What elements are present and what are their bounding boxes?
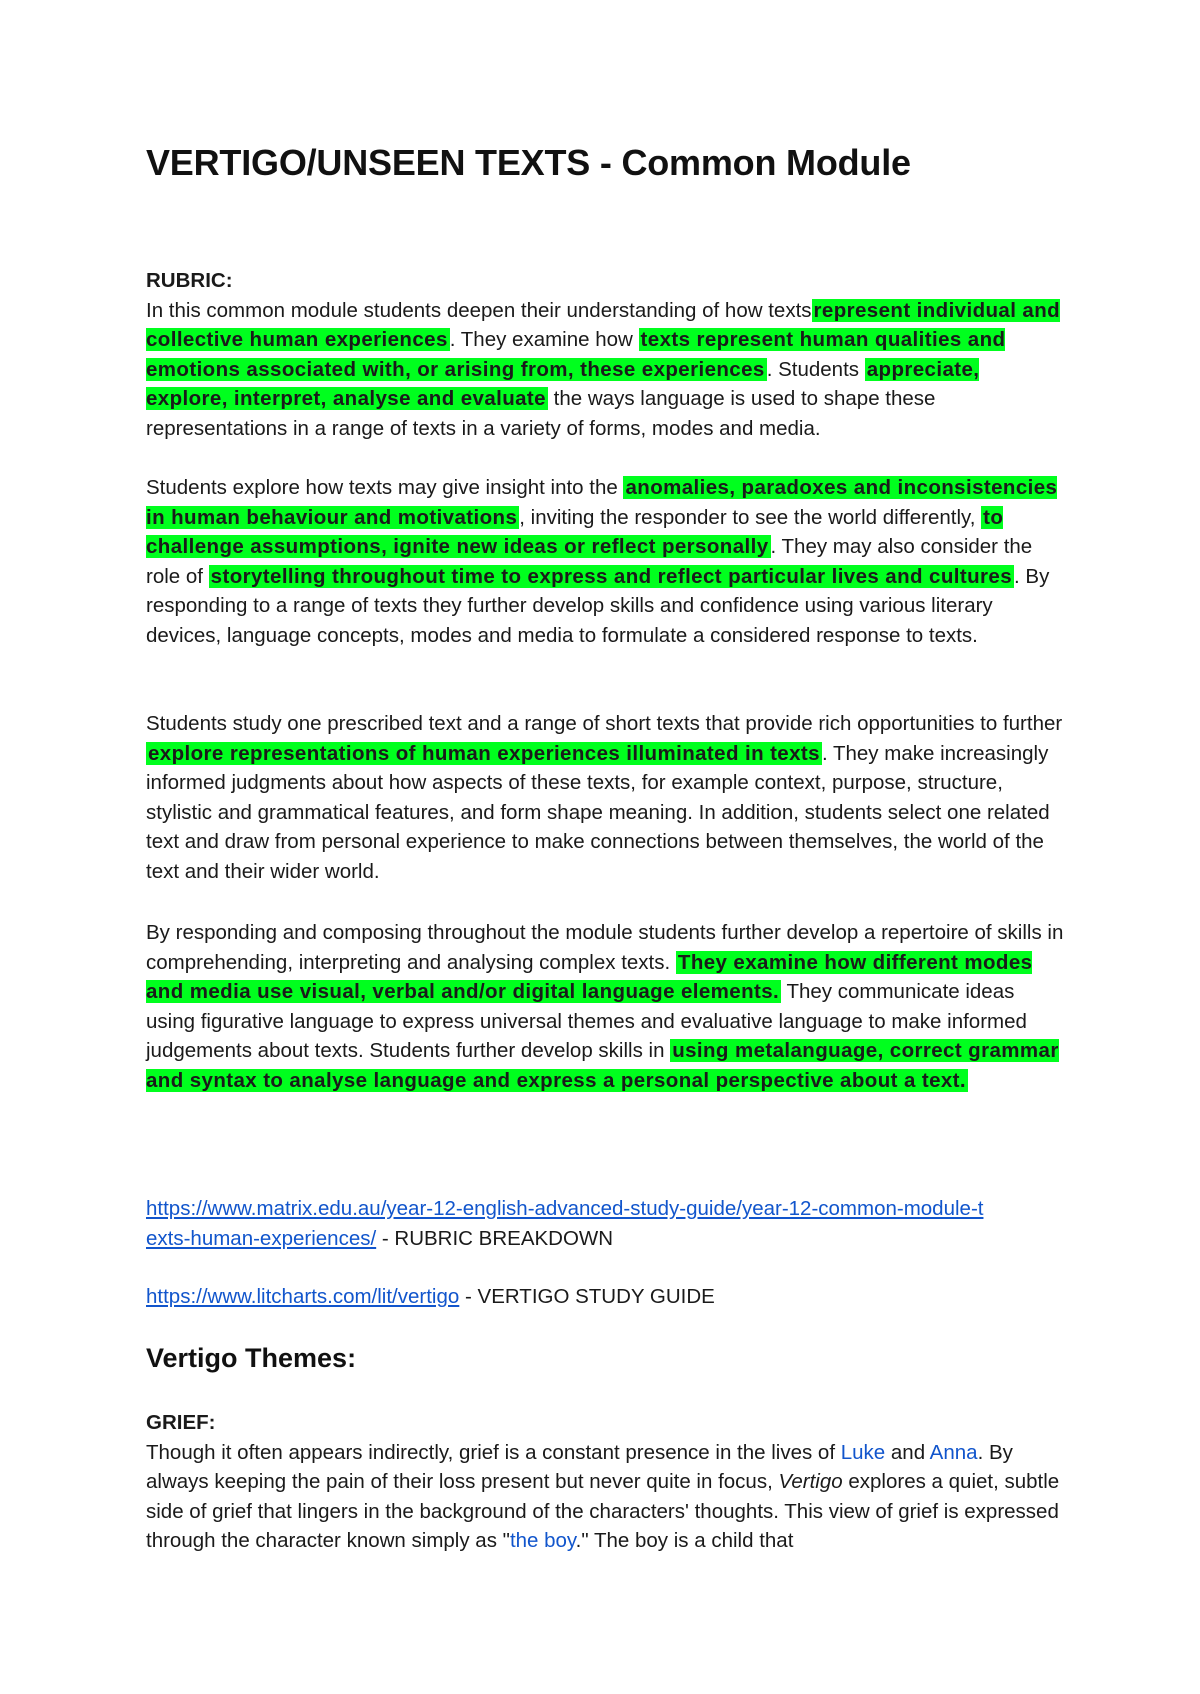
rubric-paragraph-4 [146,918,1066,1096]
text-run: . They make increasingly informed judgments about how aspects of these texts, for example context, purpose, structure, stylistic and grammatical features, and form shape meaning. In addition, students select one related text and draw from personal experience to make connections between themselves, the world of the text and their wider world. [146,741,1050,883]
text-run: By responding and composing throughout the module students further develop a repertoire of skills in comprehending, interpreting and analysing complex texts. [146,921,1064,974]
grief-paragraph [146,1438,1066,1556]
highlight: appreciate, explore, interpret, analyse and evaluate [146,357,980,411]
highlight: to challenge assumptions, ignite new ideas or reflect personally [146,505,1004,559]
text-run: . By always keeping the pain of their loss present but never quite in focus, [146,1440,1013,1494]
rubric-breakdown-link[interactable]: https://www.matrix.edu.au/year-12-english-advanced-study-guide/year-12-common-module-t [146,1197,984,1220]
text-run: Though it often appears indirectly, grief is a constant presence in the lives of [146,1440,841,1464]
study-guide-link[interactable]: https://www.litcharts.com/lit/vertigo [146,1285,460,1308]
study-guide-link-line [146,1282,1066,1312]
text-run: They communicate ideas using figurative language to express universal themes and evaluative language to make informed judgements about texts. Students further develop skills in [146,980,1027,1063]
highlight: texts represent human qualities and emotions associated with, or arising from, these experiences [146,328,1006,381]
grief-label: GRIEF: [146,1411,216,1434]
themes-heading: Vertigo Themes: [146,1343,357,1373]
text-run: Students study one prescribed text and a range of short texts that provide rich opportunities to further [146,712,1063,735]
text-run: ." The boy is a child that [575,1529,794,1553]
book-title: Vertigo [778,1470,843,1494]
character-luke: Luke [840,1440,886,1464]
highlight: anomalies, paradoxes and inconsistencies in human behaviour and motivations [146,476,1058,529]
text-run: . By responding to a range of texts they further develop skills and confidence using various literary devices, language concepts, modes and media to formulate a considered response to texts. [146,564,1050,647]
text-run: , inviting the responder to see the world differently, [519,505,982,529]
highlight: using metalanguage, correct grammar and syntax to analyse language and express a personal perspective about a text. [146,1039,1059,1092]
highlight: storytelling throughout time to express and reflect particular lives and cultures [210,564,1012,588]
character-anna: Anna [929,1440,978,1464]
text-run: the ways language is used to shape these representations in a range of texts in a variety of forms, modes and media. [146,387,936,440]
highlight: represent individual and collective human experiences [146,298,1061,352]
highlight: They examine how different modes and media use visual, verbal and/or digital language elements. [146,950,1033,1004]
link-description: - RUBRIC BREAKDOWN [376,1226,614,1250]
text-run: explores a quiet, subtle side of grief that lingers in the background of the characters' thoughts. This view of grief is expressed through the character known simply as " [146,1470,1060,1553]
text-run: Students explore how texts may give insight into the [146,476,624,499]
rubric-paragraph-3 [146,709,1066,887]
text-run: In this common module students deepen their understanding of how texts [146,298,812,322]
character-the-boy: the boy [509,1529,576,1553]
text-run: . They may also consider the role of [146,535,1033,588]
rubric-paragraph-1 [146,296,1066,444]
text-run: . They examine how [449,328,639,352]
grief-section [146,1408,1066,1556]
highlight: explore representations of human experiences illuminated in texts [148,741,820,765]
link-description: - VERTIGO STUDY GUIDE [459,1285,715,1308]
text-run: and [885,1440,930,1464]
rubric-breakdown-link-line [146,1194,1066,1253]
rubric-paragraph-2 [146,473,1066,651]
rubric-breakdown-link-continued[interactable]: exts-human-experiences/ [146,1226,377,1250]
page-title: VERTIGO/UNSEEN TEXTS - Common Module [146,142,911,183]
rubric-label: RUBRIC: [146,269,233,292]
rubric-section [146,266,1066,444]
text-run: . Students [766,357,865,381]
